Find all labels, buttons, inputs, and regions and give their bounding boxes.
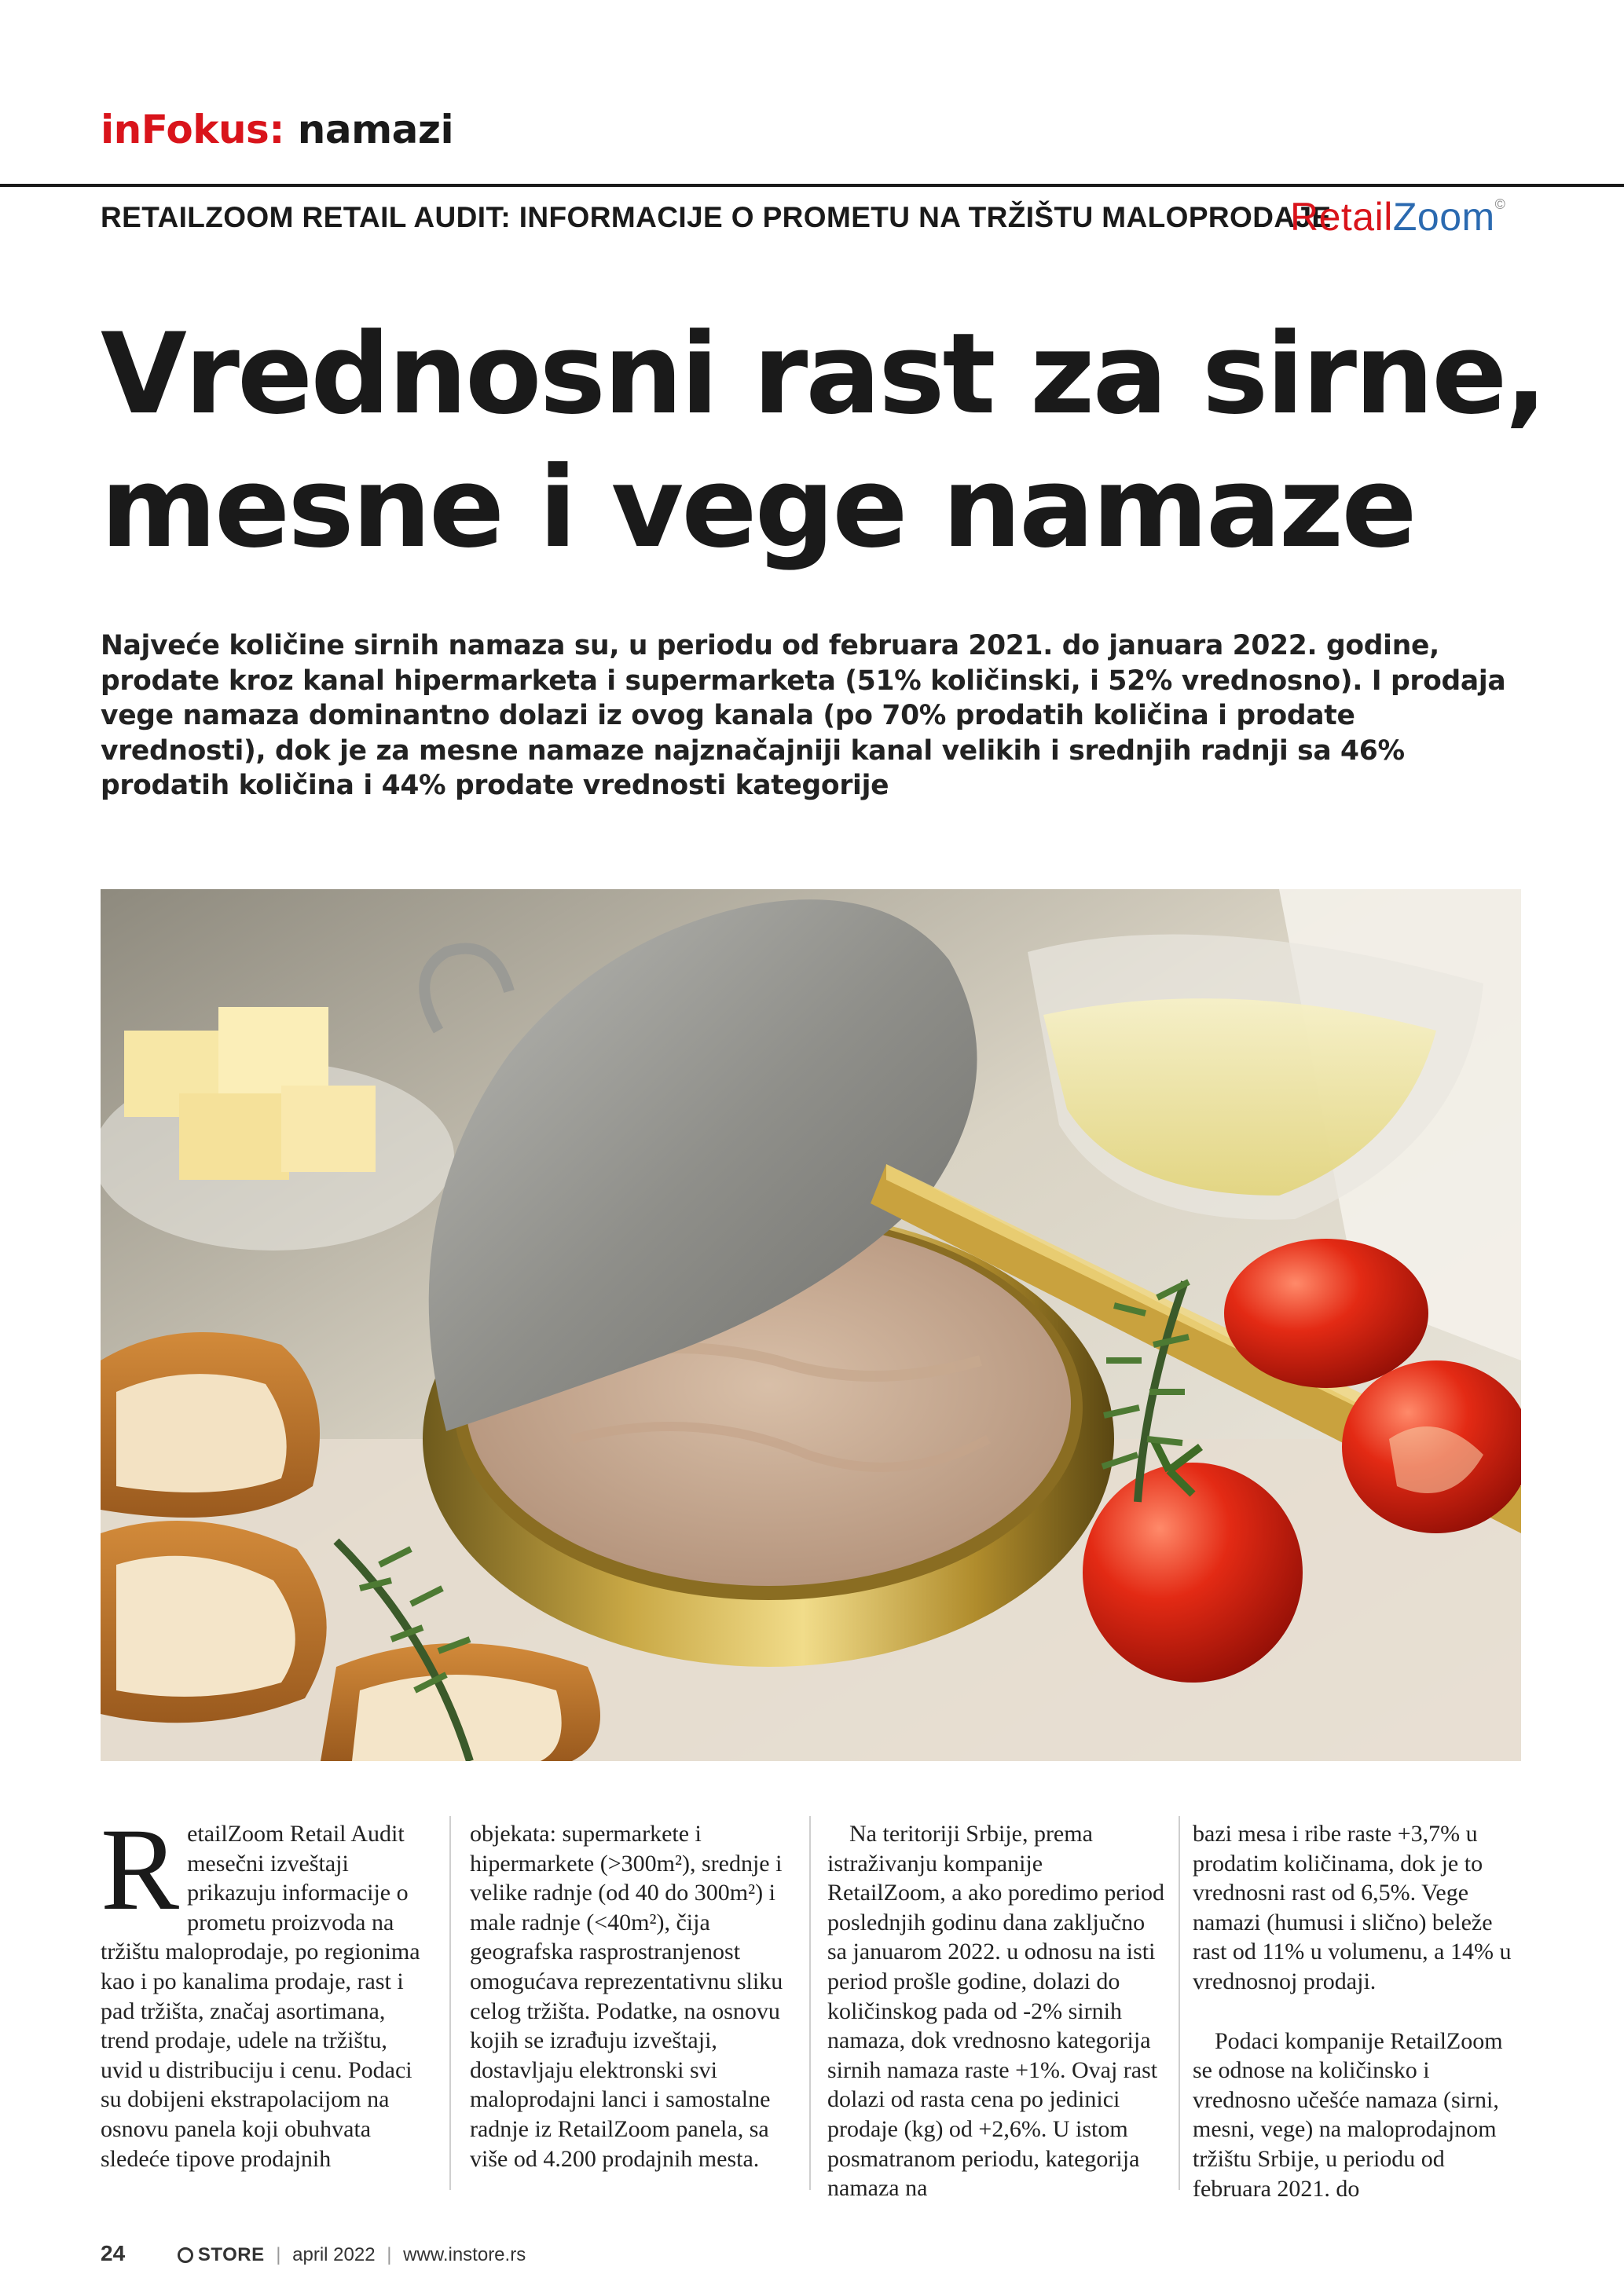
footer-separator: | [387, 2244, 392, 2265]
header-rule [0, 184, 1624, 187]
body-column-1 [101, 1804, 426, 2173]
lede: Najveće količine sirnih namaza su, u periodu od februara 2021. do januara 2022. godine, prodate kroz kanal hipermarketa i supermarketa (51% količinski, i 52% vrednosno). I prodaja vege namaza dominantno dolazi iz ovog kanala (po 70% prodatih količina i prodate vrednosti), dok je za mesne namaze najznačajniji kanal velikih i srednjih radnji sa 46% prodatih količina i 44% prodate vrednosti kategorije [101, 630, 1506, 801]
headline-line-2: mesne i vege namaze [101, 443, 1415, 573]
retailzoom-logo [1290, 195, 1506, 239]
logo-retail: Retail [1290, 195, 1393, 239]
page-footer [101, 2243, 526, 2265]
headline-line-1: Vrednosni rast za sirne, [101, 309, 1545, 439]
section-topic: namazi [284, 107, 454, 152]
kicker: RETAILZOOM RETAIL AUDIT: INFORMACIJE O PROMETU NA TRŽIŠTU MALOPRODAJE [101, 201, 1332, 233]
logo-copyright-mark: © [1494, 196, 1506, 212]
body-column-4 [1193, 1819, 1521, 2203]
magazine-url[interactable]: www.instore.rs [403, 2244, 526, 2265]
column-divider-1 [449, 1816, 451, 2190]
body-column-4-paragraph-1: bazi mesa i ribe raste +3,7% u prodatim količinama, dok je to vrednosni rast od 6,5%. Vege namazi (humusi i slično) beleže rast od 11% u volumenu, a 14% u vrednosnoj prodaji. [1193, 1821, 1512, 1994]
issue-date: april 2022 [292, 2244, 376, 2265]
body-column-3-text: Na teritoriji Srbije, prema istraživanju kompanije RetailZoom, a ako poredimo period poslednjih godinu dana zaključno sa januarom 2022. u odnosu na isti period prošle godine, dolazi do količinskog pada od -2% sirnih namaza, dok vrednosno kategorija sirnih namaza raste +1%. Ovaj rast dolazi od rasta cena po jedinici prodaje (kg) od +2,6%. U istom posmatranom periodu, kategorija namaza na [827, 1821, 1165, 2202]
drop-cap: R [101, 1804, 180, 1935]
section-label [101, 107, 454, 152]
pate-tin-photo-illustration [101, 889, 1521, 1761]
article-photo [101, 889, 1521, 1761]
body-column-3 [827, 1819, 1165, 2203]
body-column-1-text: etailZoom Retail Audit mesečni izveštaji prikazuju informacije o prometu proizvoda na tržištu maloprodaje, po regionima kao i po kanalima prodaje, rast i pad tržišta, značaj asortimana, trend prodaje, udele na tržištu, uvid u distribuciju i cenu. Podaci su dobijeni ekstrapolacijom na osnovu panela koji obuhvata sledeće tipove prodajnih [101, 1821, 420, 2172]
page-number: 24 [101, 2241, 126, 2265]
body-column-2-text: objekata: supermarkete i hipermarkete (>300m²), srednje i velike radnje (od 40 do 300m²) i male radnje (<40m²), čija geografska rasprostranjenost omogućava reprezentativnu sliku celog tržišta. Podatke, na osnovu kojih se izrađuju izveštaji, dostavljaju elektronski svi maloprodajni lanci i samostalne radnje iz RetailZoom panela, sa više od 4.200 prodajnih mesta. [470, 1821, 783, 2172]
body-column-4-paragraph-2: Podaci kompanije RetailZoom se odnose na količinsko i vrednosno učešće namaza (sirni, mesni, vege) na maloprodajnom tržištu Srbije, u periodu od februara 2021. do [1193, 2027, 1503, 2202]
headline [101, 308, 1554, 575]
column-divider-3 [1179, 1816, 1180, 2190]
magazine-name: STORE [197, 2244, 265, 2265]
column-divider-2 [809, 1816, 811, 2190]
section-brand: inFokus: [101, 107, 284, 152]
instore-logo-icon [178, 2247, 193, 2263]
footer-separator: | [276, 2244, 281, 2265]
logo-zoom: Zoom [1392, 195, 1495, 239]
body-column-2 [470, 1819, 794, 2173]
